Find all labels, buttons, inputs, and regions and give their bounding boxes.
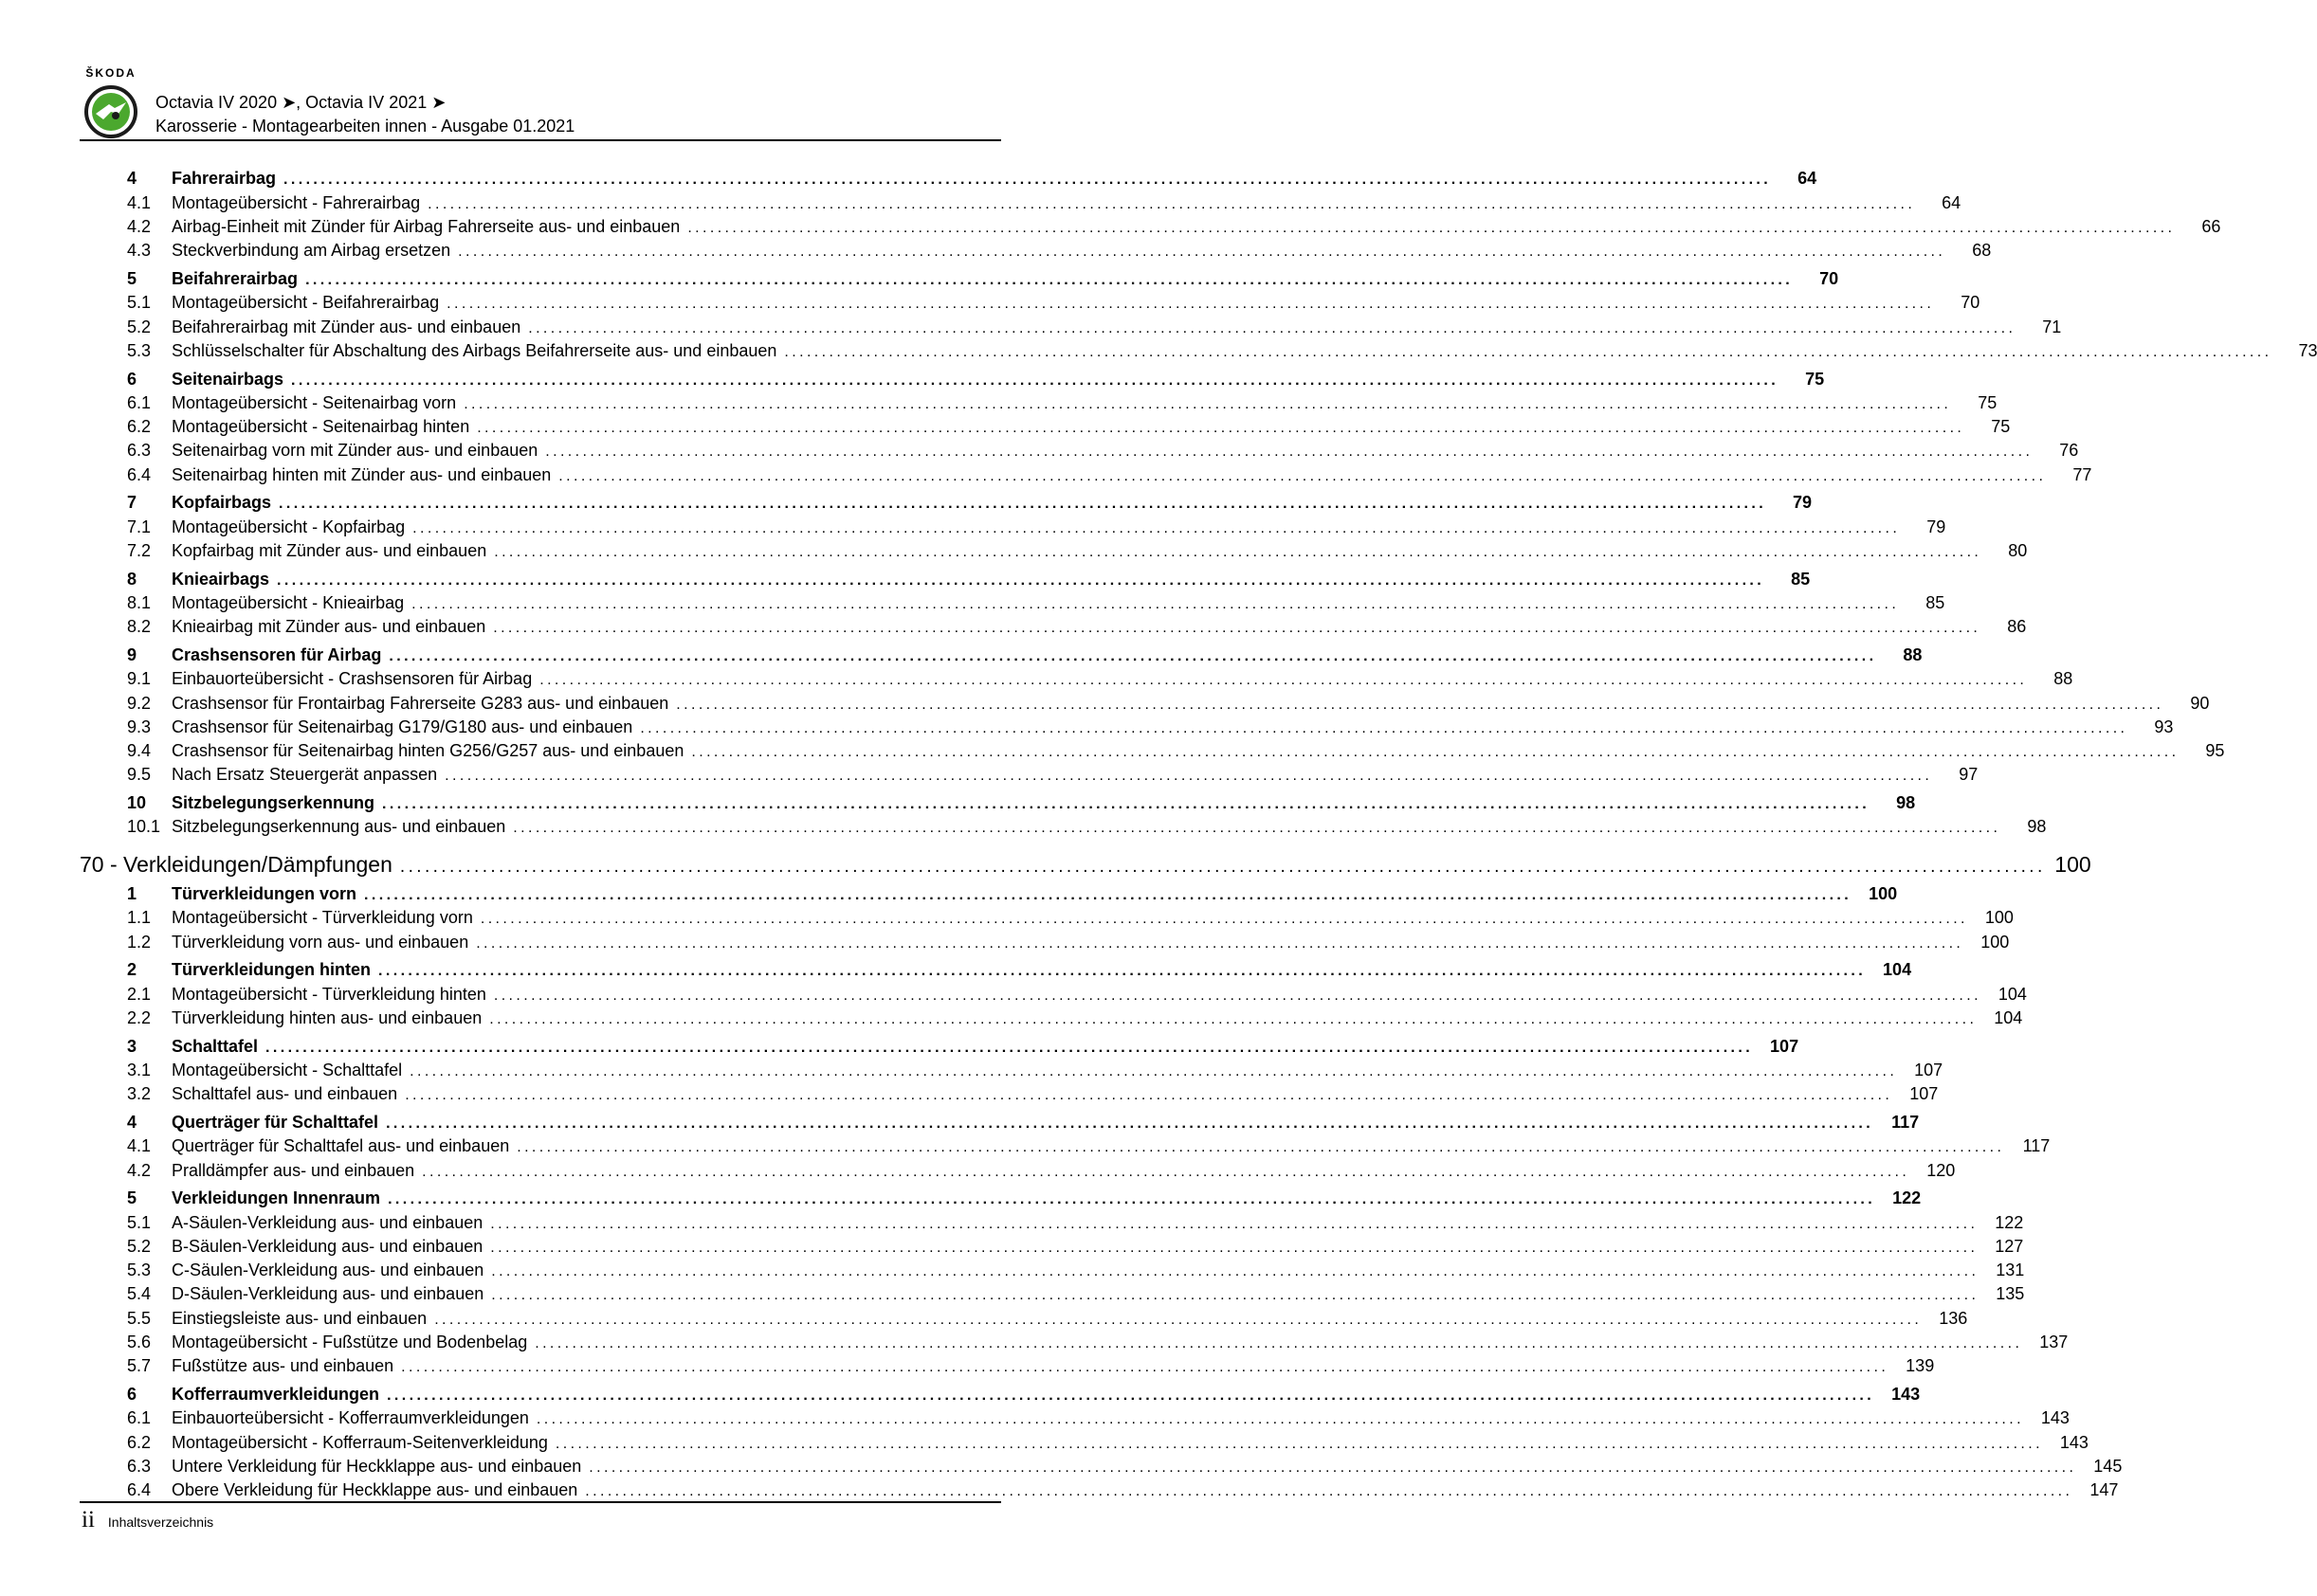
toc-page-number: 139 xyxy=(1906,1356,1935,1376)
dot-leader: ........................................................................................................................................................................................................ xyxy=(558,467,2047,484)
toc-title: Montageübersicht - Knieairbag xyxy=(172,593,405,612)
toc-section[interactable] xyxy=(80,1383,1921,1406)
toc-entry[interactable] xyxy=(80,1159,1956,1183)
dot-leader: ........................................................................................................................................................................................................ xyxy=(388,1191,1876,1208)
toc-section[interactable] xyxy=(80,791,1916,815)
toc-entry[interactable] xyxy=(80,1082,1939,1106)
dot-leader: ........................................................................................................................................................................................................ xyxy=(428,195,1916,212)
toc-title: Beifahrerairbag xyxy=(172,268,299,288)
toc-entry[interactable] xyxy=(80,1259,2025,1282)
toc-page-number: 98 xyxy=(2027,817,2047,837)
dot-leader: ........................................................................................................................................................................................................ xyxy=(513,820,2001,837)
dot-leader: ........................................................................................................................................................................................................ xyxy=(491,1287,1979,1304)
toc-entry[interactable] xyxy=(80,931,2010,954)
dot-leader: ........................................................................................................................................................................................................ xyxy=(378,963,1867,980)
toc-page-number: 120 xyxy=(1926,1160,1956,1180)
toc-number: 1 xyxy=(127,884,137,904)
toc-entry[interactable] xyxy=(80,1059,1943,1082)
toc-page-number: 104 xyxy=(1994,1008,2023,1028)
toc-number: 4.3 xyxy=(127,241,152,261)
dot-leader: ........................................................................................................................................................................................................ xyxy=(477,420,1965,437)
toc-page-number: 68 xyxy=(1972,241,1992,261)
dot-leader: ........................................................................................................................................................................................................ xyxy=(265,1039,1754,1056)
toc-page-number: 90 xyxy=(2190,693,2210,713)
toc-title: Montageübersicht - Kopfairbag xyxy=(172,517,406,536)
toc-section[interactable] xyxy=(80,167,1817,190)
manual-subtitle: Karosserie - Montagearbeiten innen - Ausgabe 01.2021 xyxy=(155,117,575,136)
toc-entry[interactable] xyxy=(80,1307,1968,1331)
toc-title: Kopfairbag mit Zünder aus- und einbauen xyxy=(172,541,487,561)
toc-entry[interactable] xyxy=(80,983,2027,1007)
toc-number: 6.2 xyxy=(127,417,152,437)
toc-title: Montageübersicht - Beifahrerairbag xyxy=(172,293,440,313)
toc-title: Knieairbags xyxy=(172,569,270,589)
toc-page-number: 127 xyxy=(1995,1236,2024,1256)
footer-label: Inhaltsverzeichnis xyxy=(107,1514,214,1530)
toc-title: Schlüsselschalter für Abschaltung des Airbags Beifahrerseite aus- und einbauen xyxy=(172,340,777,360)
toc-section[interactable] xyxy=(80,568,1811,591)
toc-page-number: 143 xyxy=(2059,1432,2089,1452)
toc-number: 1.2 xyxy=(127,932,152,952)
toc-number: 5.2 xyxy=(127,1236,152,1256)
toc-number: 9.4 xyxy=(127,741,152,761)
toc-entry[interactable] xyxy=(80,763,1979,787)
toc-page-number: 85 xyxy=(1925,593,1945,612)
toc-entry[interactable] xyxy=(80,1478,2119,1502)
toc-number: 6.3 xyxy=(127,441,152,461)
toc-page-number: 100 xyxy=(1869,884,1898,904)
toc-title: Einbauorteübersicht - Kofferraumverkleidungen xyxy=(172,1408,529,1428)
toc-title: Türverkleidung hinten aus- und einbauen xyxy=(172,1008,483,1028)
toc-page-number: 100 xyxy=(1980,932,2010,952)
toc-number: 6.2 xyxy=(127,1432,152,1452)
toc-number: 4 xyxy=(127,1112,137,1132)
toc-number: 10 xyxy=(127,793,147,813)
dot-leader: ........................................................................................................................................................................................................ xyxy=(640,719,2128,736)
toc-title: Montageübersicht - Seitenairbag vorn xyxy=(172,392,457,412)
toc-number: 6 xyxy=(127,369,137,389)
dot-leader: ........................................................................................................................................................................................................ xyxy=(458,244,1946,261)
toc-entry[interactable] xyxy=(80,1007,2023,1030)
toc-number: 5 xyxy=(127,268,137,288)
toc-title: Querträger für Schalttafel aus- und einbauen xyxy=(172,1136,510,1156)
toc-title: Sitzbelegungserkennung aus- und einbauen xyxy=(172,817,506,837)
toc-entry[interactable] xyxy=(80,1406,2070,1430)
dot-leader: ........................................................................................................................................................................................................ xyxy=(283,172,1772,189)
toc-number: 5.4 xyxy=(127,1284,152,1304)
toc-number: 8 xyxy=(127,569,137,589)
toc-entry[interactable] xyxy=(80,591,1945,615)
toc-page-number: 64 xyxy=(1797,169,1817,189)
toc-title: Montageübersicht - Schalttafel xyxy=(172,1061,403,1079)
toc-title: Montageübersicht - Seitenairbag hinten xyxy=(172,417,470,437)
toc-page-number: 64 xyxy=(1942,192,1961,212)
toc-title: Pralldämpfer aus- und einbauen xyxy=(172,1160,415,1180)
dot-leader: ........................................................................................................................................................................................................ xyxy=(480,911,1968,928)
toc-title: Beifahrerairbag mit Zünder aus- und einbauen xyxy=(172,317,521,336)
toc-title: Untere Verkleidung für Heckklappe aus- und einbauen xyxy=(172,1456,582,1476)
toc-title: Knieairbag mit Zünder aus- und einbauen xyxy=(172,617,486,637)
toc-page-number: 93 xyxy=(2154,716,2174,736)
toc-number: 5.1 xyxy=(127,1212,152,1232)
dot-leader: ........................................................................................................................................................................................................ xyxy=(291,372,1779,389)
toc-page-number: 135 xyxy=(1996,1284,2025,1304)
toc-title: 70 - Verkleidungen/Dämpfungen xyxy=(80,851,392,877)
toc-number: 5.5 xyxy=(127,1308,152,1328)
toc-title: Einbauorteübersicht - Crashsensoren für Airbag xyxy=(172,669,533,689)
dot-leader: ........................................................................................................................................................................................................ xyxy=(536,1411,2024,1428)
toc-title: Montageübersicht - Kofferraum-Seitenverkleidung xyxy=(172,1432,548,1452)
toc-page-number: 88 xyxy=(1903,644,1923,664)
toc-page-number: 122 xyxy=(1995,1212,2024,1232)
toc-number: 6.4 xyxy=(127,464,152,484)
toc-entry[interactable] xyxy=(80,439,2079,462)
toc-page-number: 85 xyxy=(1791,569,1811,589)
header-divider xyxy=(80,139,1001,141)
toc-page-number: 147 xyxy=(2089,1480,2119,1500)
toc-entry[interactable] xyxy=(80,1282,2025,1306)
dot-leader: ........................................................................................................................................................................................................ xyxy=(490,1215,1979,1232)
dot-leader: ........................................................................................................................................................................................................ xyxy=(691,744,2180,761)
toc-title: Crashsensor für Seitenairbag hinten G256/G257 aus- und einbauen xyxy=(172,741,684,761)
toc-entry[interactable] xyxy=(80,739,2225,763)
toc-title: Türverkleidungen hinten xyxy=(172,960,372,980)
toc-page-number: 117 xyxy=(1891,1112,1920,1132)
toc-page-number: 131 xyxy=(1996,1260,2025,1280)
toc-number: 5.1 xyxy=(127,293,152,313)
toc-page-number: 107 xyxy=(1770,1036,1799,1056)
toc-number: 4.1 xyxy=(127,192,152,212)
toc-entry[interactable] xyxy=(80,1211,2024,1235)
toc-page-number: 88 xyxy=(2053,669,2073,689)
toc-page-number: 66 xyxy=(2201,216,2221,236)
toc-number: 5 xyxy=(127,1188,137,1208)
toc-entry[interactable] xyxy=(80,391,1998,415)
dot-leader: ........................................................................................................................................................................................................ xyxy=(676,696,2164,713)
toc-number: 7.1 xyxy=(127,517,152,536)
toc-title: Seitenairbag vorn mit Zünder aus- und einbauen xyxy=(172,441,538,461)
toc-entry[interactable] xyxy=(80,1235,2024,1259)
toc-page-number: 136 xyxy=(1939,1308,1968,1328)
toc-title: Türverkleidung vorn aus- und einbauen xyxy=(172,932,469,952)
toc-page-number: 95 xyxy=(2205,741,2225,761)
toc-page-number: 100 xyxy=(1984,908,2014,928)
toc-title: Einstiegsleiste aus- und einbauen xyxy=(172,1308,428,1328)
toc-entry[interactable] xyxy=(80,463,2092,487)
toc-title: Türverkleidungen vorn xyxy=(172,884,357,904)
dot-leader: ........................................................................................................................................................................................................ xyxy=(464,395,1952,412)
dot-leader: ........................................................................................................................................................................................................ xyxy=(476,934,1964,952)
dot-leader: ........................................................................................................................................................................................................ xyxy=(539,672,2028,689)
table-of-contents xyxy=(80,163,2317,1503)
toc-number: 2.2 xyxy=(127,1008,152,1028)
toc-number: 9.3 xyxy=(127,716,152,736)
dot-leader: ........................................................................................................................................................................................................ xyxy=(445,768,1933,785)
dot-leader: ........................................................................................................................................................................................................ xyxy=(279,496,1767,513)
dot-leader: ........................................................................................................................................................................................................ xyxy=(589,1459,2077,1476)
dot-leader: ........................................................................................................................................................................................................ xyxy=(411,596,1900,612)
dot-leader: ........................................................................................................................................................................................................ xyxy=(493,987,1981,1004)
toc-number: 9.2 xyxy=(127,693,152,713)
toc-entry[interactable] xyxy=(80,191,1961,215)
toc-title: Kopfairbags xyxy=(172,493,272,513)
toc-title: Montageübersicht - Fahrerairbag xyxy=(172,192,421,212)
toc-number: 4.1 xyxy=(127,1136,152,1156)
toc-number: 7.2 xyxy=(127,541,152,561)
toc-title: Sitzbelegungserkennung xyxy=(172,793,375,813)
toc-title: Obere Verkleidung für Heckklappe aus- und einbauen xyxy=(172,1480,578,1500)
toc-number: 6.1 xyxy=(127,1408,152,1428)
toc-page-number: 75 xyxy=(1805,369,1825,389)
brand-wordmark: ŠKODA xyxy=(85,66,137,80)
toc-page-number: 86 xyxy=(2007,617,2027,637)
toc-section[interactable] xyxy=(80,882,1898,906)
dot-leader: ........................................................................................................................................................................................................ xyxy=(489,1011,1978,1028)
toc-page-number: 77 xyxy=(2072,464,2092,484)
toc-title: B-Säulen-Verkleidung aus- und einbauen xyxy=(172,1236,483,1256)
toc-section[interactable] xyxy=(80,644,1923,667)
toc-page-number: 70 xyxy=(1961,293,1980,313)
toc-page-number: 75 xyxy=(1991,417,2011,437)
toc-title: Crashsensor für Frontairbag Fahrerseite G283 aus- und einbauen xyxy=(172,693,669,713)
vehicle-title: Octavia IV 2020 ➤, Octavia IV 2021 ➤ xyxy=(155,93,447,112)
toc-number: 9 xyxy=(127,644,137,664)
toc-number: 4.2 xyxy=(127,1160,152,1180)
toc-title: D-Säulen-Verkleidung aus- und einbauen xyxy=(172,1284,484,1304)
dot-leader: ........................................................................................................................................................................................................ xyxy=(386,1115,1874,1132)
toc-section[interactable] xyxy=(80,368,1825,391)
toc-entry[interactable] xyxy=(80,215,2221,239)
dot-leader: ........................................................................................................................................................................................................ xyxy=(585,1483,2073,1500)
toc-entry[interactable] xyxy=(80,1431,2089,1455)
toc-entry[interactable] xyxy=(80,291,1980,315)
toc-page-number: 145 xyxy=(2093,1456,2123,1476)
toc-number: 3.2 xyxy=(127,1084,152,1104)
dot-leader: ........................................................................................................................................................................................................ xyxy=(382,796,1870,813)
dot-leader: ........................................................................................................................................................................................................ xyxy=(491,1263,1979,1280)
toc-chapter[interactable] xyxy=(80,851,2091,879)
toc-page-number: 100 xyxy=(2054,851,2091,877)
toc-entry[interactable] xyxy=(80,539,2028,563)
toc-number: 7 xyxy=(127,493,137,513)
toc-number: 4 xyxy=(127,169,137,189)
toc-page-number: 79 xyxy=(1926,517,1946,536)
dot-leader: ........................................................................................................................................................................................................ xyxy=(555,1435,2043,1452)
toc-page-number: 76 xyxy=(2059,441,2079,461)
toc-number: 5.7 xyxy=(127,1356,152,1376)
toc-page-number: 75 xyxy=(1978,392,1998,412)
toc-entry[interactable] xyxy=(80,516,1946,539)
toc-number: 5.3 xyxy=(127,1260,152,1280)
toc-number: 10.1 xyxy=(127,817,161,837)
dot-leader: ........................................................................................................................................................................................................ xyxy=(784,343,2272,360)
toc-title: Querträger für Schalttafel xyxy=(172,1112,379,1132)
toc-entry[interactable] xyxy=(80,239,1992,263)
toc-number: 6.1 xyxy=(127,392,152,412)
toc-page-number: 70 xyxy=(1819,268,1839,288)
toc-page-number: 79 xyxy=(1793,493,1813,513)
toc-entry[interactable] xyxy=(80,815,2047,839)
dot-leader: ........................................................................................................................................................................................................ xyxy=(434,1311,1923,1328)
footer-divider xyxy=(80,1501,1001,1503)
dot-leader: ........................................................................................................................................................................................................ xyxy=(412,519,1901,536)
toc-section[interactable] xyxy=(80,491,1813,515)
dot-leader: ........................................................................................................................................................................................................ xyxy=(490,1239,1979,1256)
toc-number: 3 xyxy=(127,1036,137,1056)
toc-section[interactable] xyxy=(80,1035,1799,1059)
toc-title: Airbag-Einheit mit Zünder für Airbag Fahrerseite aus- und einbauen xyxy=(172,216,681,236)
dot-leader: ........................................................................................................................................................................................................ xyxy=(389,647,1877,664)
toc-number: 9.5 xyxy=(127,765,152,785)
toc-number: 6.4 xyxy=(127,1480,152,1500)
page-number: ii xyxy=(82,1507,95,1533)
toc-number: 3.1 xyxy=(127,1061,152,1079)
dot-leader: ........................................................................................................................................................................................................ xyxy=(447,296,1935,313)
toc-entry[interactable] xyxy=(80,615,2027,639)
toc-page-number: 104 xyxy=(1998,984,2027,1004)
toc-section[interactable] xyxy=(80,958,1912,982)
dot-leader: ........................................................................................................................................................................................................ xyxy=(399,856,2046,877)
toc-number: 4.2 xyxy=(127,216,152,236)
skoda-winged-arrow-icon xyxy=(84,85,137,138)
toc-title: Fußstütze aus- und einbauen xyxy=(172,1356,394,1376)
toc-page-number: 143 xyxy=(2040,1408,2070,1428)
toc-entry[interactable] xyxy=(80,1455,2123,1478)
toc-page-number: 122 xyxy=(1892,1188,1922,1208)
toc-number: 9.1 xyxy=(127,669,152,689)
toc-entry[interactable] xyxy=(80,415,2011,439)
toc-page-number: 117 xyxy=(2022,1136,2051,1156)
toc-number: 8.2 xyxy=(127,617,152,637)
toc-entry[interactable] xyxy=(80,692,2210,716)
toc-entry[interactable] xyxy=(80,339,2317,363)
toc-number: 6 xyxy=(127,1385,137,1405)
dot-leader: ........................................................................................................................................................................................................ xyxy=(410,1063,1898,1079)
dot-leader: ........................................................................................................................................................................................................ xyxy=(387,1387,1875,1405)
toc-entry[interactable] xyxy=(80,716,2174,739)
toc-title: Seitenairbag hinten mit Zünder aus- und einbauen xyxy=(172,464,552,484)
toc-number: 1.1 xyxy=(127,908,152,928)
toc-title: Schalttafel aus- und einbauen xyxy=(172,1084,398,1104)
toc-section[interactable] xyxy=(80,267,1839,291)
toc-title: Crashsensor für Seitenairbag G179/G180 aus- und einbauen xyxy=(172,716,633,736)
dot-leader: ........................................................................................................................................................................................................ xyxy=(493,620,1981,637)
toc-page-number: 97 xyxy=(1959,765,1979,785)
toc-title: Verkleidungen Innenraum xyxy=(172,1188,381,1208)
toc-page-number: 107 xyxy=(1914,1061,1943,1079)
dot-leader: ........................................................................................................................................................................................................ xyxy=(405,1087,1893,1104)
dot-leader: ........................................................................................................................................................................................................ xyxy=(305,271,1794,288)
toc-section[interactable] xyxy=(80,1187,1922,1210)
toc-page-number: 80 xyxy=(2008,541,2028,561)
toc-title: Montageübersicht - Türverkleidung hinten xyxy=(172,984,486,1004)
toc-entry[interactable] xyxy=(80,667,2073,691)
toc-title: Schalttafel xyxy=(172,1036,259,1056)
toc-page-number: 143 xyxy=(1891,1385,1921,1405)
toc-page-number: 71 xyxy=(2042,317,2062,336)
toc-entry[interactable] xyxy=(80,1354,1935,1378)
toc-page-number: 73 xyxy=(2298,340,2317,360)
toc-title: Kofferraumverkleidungen xyxy=(172,1385,380,1405)
dot-leader: ........................................................................................................................................................................................................ xyxy=(545,444,2034,461)
dot-leader: ........................................................................................................................................................................................................ xyxy=(494,544,1982,561)
toc-number: 6.3 xyxy=(127,1456,152,1476)
dot-leader: ........................................................................................................................................................................................................ xyxy=(422,1163,1910,1180)
toc-entry[interactable] xyxy=(80,1134,2051,1158)
toc-number: 5.6 xyxy=(127,1333,152,1352)
toc-title: C-Säulen-Verkleidung aus- und einbauen xyxy=(172,1260,484,1280)
skoda-logo xyxy=(82,66,140,138)
toc-title: Nach Ersatz Steuergerät anpassen xyxy=(172,765,438,785)
toc-entry[interactable] xyxy=(80,316,2062,339)
toc-title: A-Säulen-Verkleidung aus- und einbauen xyxy=(172,1212,483,1232)
toc-page-number: 137 xyxy=(2039,1333,2069,1352)
dot-leader: ........................................................................................................................................................................................................ xyxy=(517,1139,2005,1156)
toc-title: Montageübersicht - Türverkleidung vorn xyxy=(172,908,473,928)
toc-number: 5.2 xyxy=(127,317,152,336)
dot-leader: ........................................................................................................................................................................................................ xyxy=(364,887,1852,904)
page-footer xyxy=(82,1507,213,1533)
toc-number: 2 xyxy=(127,960,137,980)
toc-number: 2.1 xyxy=(127,984,152,1004)
toc-page-number: 104 xyxy=(1883,960,1912,980)
toc-title: Steckverbindung am Airbag ersetzen xyxy=(172,241,451,261)
dot-leader: ........................................................................................................................................................................................................ xyxy=(277,571,1765,589)
toc-entry[interactable] xyxy=(80,906,2014,930)
toc-number: 8.1 xyxy=(127,593,152,612)
toc-title: Fahrerairbag xyxy=(172,169,277,189)
toc-entry[interactable] xyxy=(80,1331,2069,1354)
dot-leader: ........................................................................................................................................................................................................ xyxy=(528,319,2016,336)
toc-title: Seitenairbags xyxy=(172,369,284,389)
toc-section[interactable] xyxy=(80,1111,1920,1134)
dot-leader: ........................................................................................................................................................................................................ xyxy=(687,219,2176,236)
dot-leader: ........................................................................................................................................................................................................ xyxy=(401,1359,1889,1376)
toc-title: Crashsensoren für Airbag xyxy=(172,644,382,664)
toc-title: Montageübersicht - Fußstütze und Bodenbelag xyxy=(172,1333,528,1352)
toc-page-number: 107 xyxy=(1909,1084,1939,1104)
document-header xyxy=(155,91,575,138)
toc-page-number: 98 xyxy=(1896,793,1916,813)
dot-leader: ........................................................................................................................................................................................................ xyxy=(535,1335,2023,1352)
toc-number: 5.3 xyxy=(127,340,152,360)
